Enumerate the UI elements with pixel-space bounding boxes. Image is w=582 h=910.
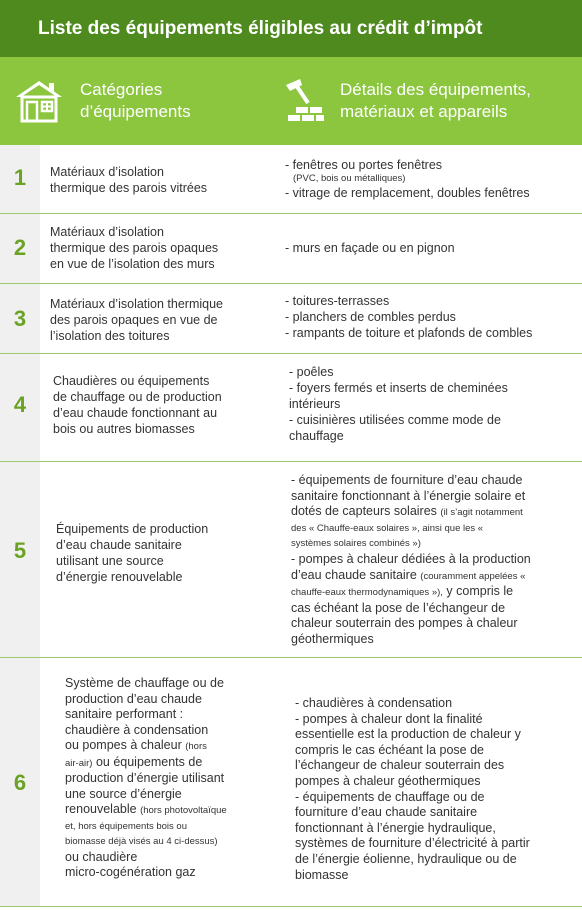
row-number: 2	[13, 235, 27, 260]
detail-line: cas échéant la pose de l’échangeur de	[291, 600, 506, 615]
row-details	[289, 364, 508, 444]
table-row	[0, 462, 582, 657]
header-details	[340, 79, 531, 123]
detail-note: des « Chauffe-eaux solaires », ainsi que les «	[291, 522, 484, 534]
header-categories	[80, 79, 191, 123]
category-line: sanitaire performant :	[65, 707, 184, 721]
row-category	[50, 224, 218, 272]
row-details	[291, 473, 531, 648]
detail-note: systèmes solaires combinés »)	[291, 538, 421, 550]
detail-line: chaleur souterrain des pompes à chaleur	[291, 616, 518, 631]
category-line: thermique des parois opaques	[50, 241, 219, 255]
row-number: 1	[13, 165, 27, 190]
row-category	[50, 296, 223, 344]
row-details	[285, 157, 530, 201]
row-number: 4	[13, 392, 27, 417]
row-number: 3	[13, 306, 27, 331]
category-line: d’énergie renouvelable	[56, 570, 183, 584]
detail-line: - chaudières à condensation	[295, 696, 453, 710]
detail-line: intérieurs	[289, 397, 341, 411]
detail-line: - foyers fermés et inserts de cheminées	[289, 381, 508, 395]
detail-line: - équipements de chauffage ou de	[295, 789, 485, 804]
table-row	[0, 354, 582, 461]
table-row	[0, 284, 582, 353]
category-line: de chauffage ou de production	[53, 390, 222, 404]
category-line: des parois opaques en vue de	[50, 313, 218, 327]
category-line: chaudière à condensation	[65, 722, 209, 737]
detail-line: chauffage	[289, 429, 344, 443]
detail-line: - poêles	[289, 365, 334, 379]
category-note: biomasse déjà visés au 4 ci-dessus)	[65, 836, 218, 847]
category-line: ou pompes à chaleur	[65, 738, 182, 752]
detail-line: - planchers de combles perdus	[285, 310, 456, 324]
category-line: Équipements de production	[56, 522, 209, 536]
detail-line: systèmes de fourniture d’électricité à partir	[295, 836, 530, 851]
category-line: Matériaux d’isolation	[50, 225, 164, 239]
category-note: air-air)	[65, 757, 93, 769]
category-line: ou équipements de	[95, 754, 203, 769]
row-number: 5	[13, 538, 27, 563]
detail-line: fourniture d’eau chaude sanitaire	[295, 805, 478, 820]
detail-line: de l’énergie éolienne, hydraulique ou de	[295, 851, 517, 866]
category-line: bois ou autres biomasses	[53, 422, 195, 436]
house-icon	[14, 77, 64, 125]
detail-line: dotés de capteurs solaires	[291, 504, 437, 519]
row-details	[285, 240, 455, 256]
row-category	[56, 521, 208, 585]
detail-line: - cuisinières utilisées comme mode de	[289, 413, 501, 427]
category-line: d’eau chaude fonctionnant au	[53, 406, 218, 420]
detail-note: (couramment appelées «	[420, 570, 526, 582]
detail-line: - fenêtres ou portes fenêtres	[285, 158, 443, 172]
header-categories-line2: d’équipements	[80, 102, 191, 121]
detail-line: y compris le	[446, 584, 514, 599]
detail-line: - toitures-terrasses	[285, 294, 390, 308]
category-line: utilisant une source	[56, 554, 164, 568]
detail-line: fonctionnant à l’énergie hydraulique,	[295, 820, 496, 835]
row-details	[295, 696, 530, 883]
detail-note: (il s’agit notamment	[440, 507, 523, 519]
detail-line: biomasse	[295, 867, 349, 882]
detail-line: l’échangeur de chaleur souterrain des	[295, 758, 505, 773]
header-details-line2: matériaux et appareils	[340, 102, 508, 121]
detail-line: essentielle est la production de chaleur y	[295, 727, 521, 742]
detail-line: - pompes à chaleur dédiées à la production	[291, 551, 531, 566]
category-line: production d’eau chaude	[65, 691, 202, 706]
table-row	[0, 145, 582, 213]
category-line: micro-cogénération gaz	[65, 865, 196, 879]
table-header	[0, 57, 582, 145]
category-line: une source d’énergie	[65, 786, 182, 801]
row-separator	[0, 906, 582, 907]
detail-line: géothermiques	[291, 631, 374, 646]
detail-line: - vitrage de remplacement, doubles fenêtres	[285, 186, 530, 200]
row-category	[50, 164, 207, 196]
category-line: d’eau chaude sanitaire	[56, 538, 182, 552]
category-note: (hors photovoltaïque	[140, 805, 227, 816]
category-line: Système de chauffage ou de	[65, 676, 224, 690]
detail-line: - murs en façade ou en pignon	[285, 241, 455, 255]
category-line: l’isolation des toitures	[50, 329, 170, 343]
category-line: ou chaudière	[65, 849, 138, 864]
detail-line: compris le cas échéant la pose de	[295, 742, 484, 757]
title-text: Liste des équipements éligibles au crédit d’impôt	[38, 17, 483, 39]
category-line: Chaudières ou équipements	[53, 374, 210, 388]
table-row	[0, 214, 582, 283]
detail-line: pompes à chaleur géothermiques	[295, 773, 481, 788]
detail-note: (PVC, bois ou métalliques)	[293, 173, 406, 184]
category-line: renouvelable	[65, 802, 137, 816]
page-title	[0, 0, 582, 57]
detail-line: sanitaire fonctionnant à l’énergie solaire et	[291, 488, 526, 503]
row-number: 6	[13, 770, 27, 795]
detail-line: d’eau chaude sanitaire	[291, 567, 417, 582]
row-details	[285, 293, 532, 341]
header-details-line1: Détails des équipements,	[340, 80, 531, 99]
table-row	[0, 658, 582, 906]
category-line: en vue de l’isolation des murs	[50, 257, 215, 271]
category-line: Matériaux d’isolation	[50, 165, 164, 179]
tools-icon	[284, 77, 326, 123]
detail-line: - pompes à chaleur dont la finalité	[295, 711, 483, 726]
category-note: et, hors équipements bois ou	[65, 820, 187, 832]
detail-line: - équipements de fourniture d’eau chaude	[291, 473, 523, 487]
detail-note: chauffe-eaux thermodynamiques »),	[291, 587, 443, 599]
category-line: Matériaux d’isolation thermique	[50, 297, 224, 311]
row-category	[53, 373, 222, 437]
category-note: (hors	[185, 741, 207, 752]
row-category	[65, 676, 227, 881]
category-line: production d’énergie utilisant	[65, 771, 225, 785]
header-categories-line1: Catégories	[80, 80, 163, 99]
category-line: thermique des parois vitrées	[50, 181, 208, 195]
detail-line: - rampants de toiture et plafonds de combles	[285, 326, 533, 340]
